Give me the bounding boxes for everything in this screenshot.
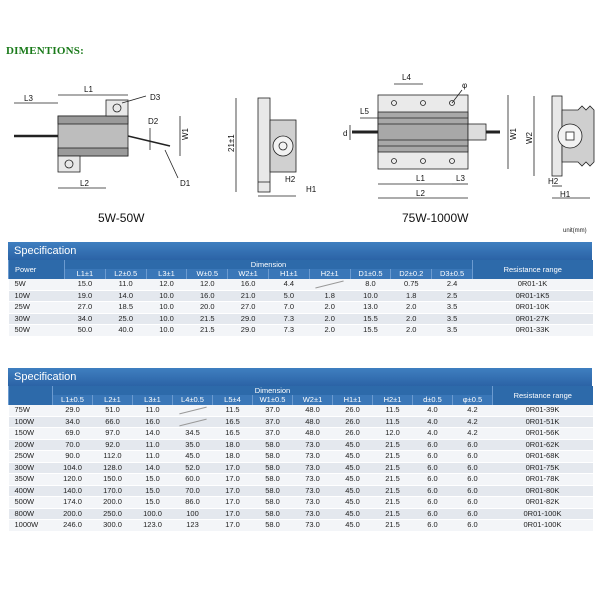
value-cell: 52.0	[173, 462, 213, 474]
label-H2-large: H2	[548, 177, 559, 186]
value-cell: 4.2	[453, 428, 493, 440]
value-cell: 16.5	[213, 416, 253, 428]
value-cell	[309, 279, 350, 290]
column-header: L4±0.5	[173, 395, 213, 405]
spec-table-small	[8, 242, 592, 337]
column-header: L3±1	[133, 395, 173, 405]
label-L2: L2	[80, 179, 89, 188]
value-cell: 16.0	[228, 279, 269, 290]
range-cell: 0R01-100K	[493, 508, 593, 520]
value-cell: 19.0	[65, 290, 106, 302]
value-cell: 20.0	[187, 302, 228, 314]
power-header-empty	[9, 386, 53, 405]
power-cell: 50W	[9, 325, 65, 337]
range-cell: 0R01-39K	[493, 405, 593, 416]
column-header: L3±1	[146, 269, 187, 279]
value-cell: 4.2	[453, 405, 493, 416]
value-cell: 12.0	[373, 428, 413, 440]
value-cell: 16.0	[133, 416, 173, 428]
value-cell: 10.0	[350, 290, 391, 302]
value-cell: 6.0	[453, 485, 493, 497]
value-cell: 45.0	[333, 497, 373, 509]
value-cell: 17.0	[213, 474, 253, 486]
small-resistor-end-view	[227, 98, 317, 196]
value-cell: 45.0	[173, 451, 213, 463]
table-row	[9, 416, 593, 428]
range-header: Resistance range	[473, 260, 593, 279]
value-cell: 200.0	[93, 497, 133, 509]
label-D3: D3	[150, 93, 161, 102]
label-phi: φ	[462, 81, 468, 90]
column-header: d±0.5	[413, 395, 453, 405]
value-cell: 17.0	[213, 485, 253, 497]
value-cell: 26.0	[333, 405, 373, 416]
value-cell: 92.0	[93, 439, 133, 451]
value-cell: 25.0	[105, 313, 146, 325]
label-L5: L5	[360, 107, 369, 116]
table-row	[9, 439, 593, 451]
value-cell: 6.0	[413, 497, 453, 509]
value-cell: 6.0	[453, 474, 493, 486]
value-cell: 11.5	[213, 405, 253, 416]
value-cell: 100.0	[133, 508, 173, 520]
value-cell: 11.0	[133, 405, 173, 416]
value-cell: 7.0	[268, 302, 309, 314]
value-cell: 6.0	[453, 462, 493, 474]
value-cell: 58.0	[253, 451, 293, 463]
range-header: Resistance range	[493, 386, 593, 405]
caption-large: 75W-1000W	[402, 211, 469, 225]
value-cell: 18.0	[213, 439, 253, 451]
value-cell: 15.5	[350, 313, 391, 325]
column-header: W±0.5	[187, 269, 228, 279]
column-header: H1±1	[268, 269, 309, 279]
power-cell: 200W	[9, 439, 53, 451]
value-cell: 12.0	[187, 279, 228, 290]
value-cell: 73.0	[293, 485, 333, 497]
value-cell: 37.0	[253, 428, 293, 440]
value-cell: 21.5	[373, 474, 413, 486]
value-cell: 3.5	[432, 325, 473, 337]
value-cell: 4.4	[268, 279, 309, 290]
value-cell: 70.0	[53, 439, 93, 451]
value-cell: 4.2	[453, 416, 493, 428]
column-header: L5±4	[213, 395, 253, 405]
value-cell: 21.5	[373, 451, 413, 463]
value-cell: 73.0	[293, 497, 333, 509]
value-cell: 10.0	[146, 302, 187, 314]
value-cell: 21.5	[187, 313, 228, 325]
value-cell: 10.0	[146, 313, 187, 325]
table-row	[9, 325, 593, 337]
value-cell: 128.0	[93, 462, 133, 474]
range-cell: 0R01-56K	[493, 428, 593, 440]
value-cell: 104.0	[53, 462, 93, 474]
table-row	[9, 302, 593, 314]
value-cell: 21.5	[373, 462, 413, 474]
value-cell: 26.0	[333, 428, 373, 440]
value-cell: 14.0	[105, 290, 146, 302]
value-cell: 37.0	[253, 405, 293, 416]
value-cell: 17.0	[213, 508, 253, 520]
value-cell: 6.0	[453, 520, 493, 532]
large-resistor-end-view	[525, 96, 594, 199]
label-D1: D1	[180, 179, 191, 188]
value-cell: 29.0	[228, 313, 269, 325]
value-cell: 1.8	[391, 290, 432, 302]
value-cell: 90.0	[53, 451, 93, 463]
column-header: L1±0.5	[53, 395, 93, 405]
column-header: D1±0.5	[350, 269, 391, 279]
value-cell: 6.0	[413, 508, 453, 520]
value-cell: 10.0	[146, 325, 187, 337]
value-cell: 97.0	[93, 428, 133, 440]
value-cell: 2.0	[391, 302, 432, 314]
unit-note: unit(mm)	[563, 228, 587, 234]
value-cell: 60.0	[173, 474, 213, 486]
column-header: D3±0.5	[432, 269, 473, 279]
value-cell: 73.0	[293, 462, 333, 474]
column-header: W2±1	[293, 395, 333, 405]
table-row	[9, 451, 593, 463]
value-cell: 6.0	[453, 439, 493, 451]
column-header: H2±1	[373, 395, 413, 405]
value-cell: 11.0	[105, 279, 146, 290]
spec-table-large	[8, 368, 592, 532]
value-cell: 2.0	[309, 313, 350, 325]
table-row	[9, 462, 593, 474]
value-cell: 123	[173, 520, 213, 532]
table-row	[9, 279, 593, 290]
label-L3: L3	[24, 94, 33, 103]
power-cell: 800W	[9, 508, 53, 520]
range-cell: 0R01-68K	[493, 451, 593, 463]
column-header: φ±0.5	[453, 395, 493, 405]
value-cell: 6.0	[413, 451, 453, 463]
value-cell: 70.0	[173, 485, 213, 497]
value-cell: 174.0	[53, 497, 93, 509]
range-cell: 0R01-100K	[493, 520, 593, 532]
range-cell: 0R01-1K	[473, 279, 593, 290]
value-cell: 73.0	[293, 451, 333, 463]
table-row	[9, 313, 593, 325]
value-cell: 1.8	[309, 290, 350, 302]
column-header: L2±1	[93, 395, 133, 405]
column-header: L1±1	[65, 269, 106, 279]
value-cell: 17.0	[213, 462, 253, 474]
value-cell: 16.0	[187, 290, 228, 302]
value-cell: 13.0	[350, 302, 391, 314]
value-cell: 21.5	[373, 497, 413, 509]
range-cell: 0R01-80K	[493, 485, 593, 497]
value-cell: 29.0	[228, 325, 269, 337]
column-header: H1±1	[333, 395, 373, 405]
column-header: L2±0.5	[105, 269, 146, 279]
value-cell: 2.5	[432, 290, 473, 302]
value-cell: 58.0	[253, 497, 293, 509]
value-cell: 45.0	[333, 462, 373, 474]
spec-table	[8, 386, 593, 532]
label-W1: W1	[181, 128, 190, 140]
range-cell: 0R01-62K	[493, 439, 593, 451]
value-cell: 11.5	[373, 416, 413, 428]
power-cell: 75W	[9, 405, 53, 416]
value-cell: 15.0	[133, 497, 173, 509]
value-cell: 45.0	[333, 439, 373, 451]
value-cell: 7.3	[268, 325, 309, 337]
value-cell: 58.0	[253, 474, 293, 486]
page-heading: DIMENTIONS:	[6, 45, 84, 57]
value-cell: 6.0	[413, 520, 453, 532]
table-row	[9, 405, 593, 416]
range-cell: 0R01-78K	[493, 474, 593, 486]
value-cell: 15.5	[350, 325, 391, 337]
value-cell: 100	[173, 508, 213, 520]
power-cell: 5W	[9, 279, 65, 290]
value-cell: 35.0	[173, 439, 213, 451]
value-cell: 45.0	[333, 485, 373, 497]
spec-title: Specification	[8, 242, 592, 260]
value-cell: 16.5	[213, 428, 253, 440]
value-cell: 7.3	[268, 313, 309, 325]
value-cell: 0.75	[391, 279, 432, 290]
label-H2: H2	[285, 175, 296, 184]
value-cell: 15.0	[65, 279, 106, 290]
power-cell: 350W	[9, 474, 53, 486]
value-cell: 12.0	[146, 279, 187, 290]
dimension-drawings	[0, 0, 600, 232]
value-cell: 34.5	[173, 428, 213, 440]
table-row	[9, 485, 593, 497]
value-cell: 3.5	[432, 302, 473, 314]
range-cell: 0R01-33K	[473, 325, 593, 337]
label-D2: D2	[148, 117, 159, 126]
table-row	[9, 520, 593, 532]
spec-title: Specification	[8, 368, 592, 386]
label-W2: W2	[525, 132, 534, 144]
value-cell: 250.0	[93, 508, 133, 520]
value-cell: 6.0	[453, 451, 493, 463]
value-cell: 45.0	[333, 474, 373, 486]
value-cell: 11.0	[133, 451, 173, 463]
value-cell: 73.0	[293, 508, 333, 520]
range-cell: 0R01-27K	[473, 313, 593, 325]
value-cell: 21.5	[373, 508, 413, 520]
value-cell: 27.0	[65, 302, 106, 314]
dimension-header: Dimension	[53, 386, 493, 395]
value-cell: 40.0	[105, 325, 146, 337]
value-cell: 18.5	[105, 302, 146, 314]
value-cell: 45.0	[333, 508, 373, 520]
power-header: Power	[9, 260, 65, 279]
power-cell: 250W	[9, 451, 53, 463]
value-cell: 6.0	[413, 462, 453, 474]
value-cell: 58.0	[253, 462, 293, 474]
value-cell: 6.0	[453, 508, 493, 520]
label-L1: L1	[84, 85, 93, 94]
value-cell: 73.0	[293, 520, 333, 532]
value-cell: 6.0	[413, 485, 453, 497]
value-cell: 58.0	[253, 485, 293, 497]
table-row	[9, 428, 593, 440]
label-L1-large: L1	[416, 174, 425, 183]
value-cell: 14.0	[133, 428, 173, 440]
table-row	[9, 290, 593, 302]
table-row	[9, 474, 593, 486]
value-cell: 2.0	[309, 325, 350, 337]
large-resistor-top-view	[343, 73, 518, 198]
spec-table	[8, 260, 593, 337]
value-cell: 8.0	[350, 279, 391, 290]
value-cell: 6.0	[413, 439, 453, 451]
value-cell: 4.0	[413, 405, 453, 416]
value-cell: 2.4	[432, 279, 473, 290]
value-cell: 48.0	[293, 428, 333, 440]
column-header: W1±0.5	[253, 395, 293, 405]
value-cell: 58.0	[253, 520, 293, 532]
label-W1-large: W1	[509, 128, 518, 140]
value-cell: 150.0	[93, 474, 133, 486]
value-cell: 2.0	[309, 302, 350, 314]
label-d: d	[343, 129, 348, 138]
value-cell: 73.0	[293, 474, 333, 486]
value-cell	[173, 405, 213, 416]
value-cell: 170.0	[93, 485, 133, 497]
range-cell: 0R01-1K5	[473, 290, 593, 302]
range-cell: 0R01-10K	[473, 302, 593, 314]
table-row	[9, 497, 593, 509]
label-L2-large: L2	[416, 189, 425, 198]
value-cell: 21.5	[373, 520, 413, 532]
power-cell: 30W	[9, 313, 65, 325]
value-cell: 50.0	[65, 325, 106, 337]
value-cell: 66.0	[93, 416, 133, 428]
value-cell: 34.0	[53, 416, 93, 428]
value-cell: 11.0	[133, 439, 173, 451]
value-cell: 48.0	[293, 405, 333, 416]
power-cell: 400W	[9, 485, 53, 497]
value-cell: 21.5	[187, 325, 228, 337]
value-cell: 21.0	[228, 290, 269, 302]
value-cell: 26.0	[333, 416, 373, 428]
range-cell: 0R01-82K	[493, 497, 593, 509]
value-cell: 17.0	[213, 520, 253, 532]
value-cell: 34.0	[65, 313, 106, 325]
power-cell: 300W	[9, 462, 53, 474]
value-cell: 29.0	[53, 405, 93, 416]
value-cell: 69.0	[53, 428, 93, 440]
value-cell: 5.0	[268, 290, 309, 302]
column-header: D2±0.2	[391, 269, 432, 279]
value-cell: 112.0	[93, 451, 133, 463]
label-21: 21±1	[227, 134, 236, 152]
value-cell: 300.0	[93, 520, 133, 532]
value-cell: 45.0	[333, 520, 373, 532]
dimension-header: Dimension	[65, 260, 473, 269]
value-cell: 86.0	[173, 497, 213, 509]
value-cell	[173, 416, 213, 428]
value-cell: 51.0	[93, 405, 133, 416]
value-cell: 4.0	[413, 416, 453, 428]
power-cell: 10W	[9, 290, 65, 302]
value-cell: 6.0	[413, 474, 453, 486]
power-cell: 500W	[9, 497, 53, 509]
label-L4: L4	[402, 73, 411, 82]
column-header: H2±1	[309, 269, 350, 279]
value-cell: 6.0	[453, 497, 493, 509]
value-cell: 18.0	[213, 451, 253, 463]
power-cell: 1000W	[9, 520, 53, 532]
value-cell: 58.0	[253, 508, 293, 520]
value-cell: 140.0	[53, 485, 93, 497]
value-cell: 10.0	[146, 290, 187, 302]
label-L3-large: L3	[456, 174, 465, 183]
value-cell: 21.5	[373, 439, 413, 451]
value-cell: 14.0	[133, 462, 173, 474]
column-header: W2±1	[228, 269, 269, 279]
value-cell: 11.5	[373, 405, 413, 416]
value-cell: 48.0	[293, 416, 333, 428]
value-cell: 45.0	[333, 451, 373, 463]
value-cell: 2.0	[391, 325, 432, 337]
power-cell: 150W	[9, 428, 53, 440]
value-cell: 123.0	[133, 520, 173, 532]
value-cell: 2.0	[391, 313, 432, 325]
power-cell: 25W	[9, 302, 65, 314]
value-cell: 58.0	[253, 439, 293, 451]
table-row	[9, 508, 593, 520]
value-cell: 200.0	[53, 508, 93, 520]
label-H1-large: H1	[560, 190, 571, 199]
caption-small: 5W-50W	[98, 211, 145, 225]
value-cell: 15.0	[133, 485, 173, 497]
small-resistor-side-view	[14, 85, 191, 188]
value-cell: 37.0	[253, 416, 293, 428]
value-cell: 120.0	[53, 474, 93, 486]
value-cell: 73.0	[293, 439, 333, 451]
value-cell: 17.0	[213, 497, 253, 509]
value-cell: 246.0	[53, 520, 93, 532]
value-cell: 21.5	[373, 485, 413, 497]
power-cell: 100W	[9, 416, 53, 428]
value-cell: 4.0	[413, 428, 453, 440]
range-cell: 0R01-51K	[493, 416, 593, 428]
range-cell: 0R01-75K	[493, 462, 593, 474]
value-cell: 3.5	[432, 313, 473, 325]
value-cell: 15.0	[133, 474, 173, 486]
value-cell: 27.0	[228, 302, 269, 314]
label-H1: H1	[306, 185, 317, 194]
